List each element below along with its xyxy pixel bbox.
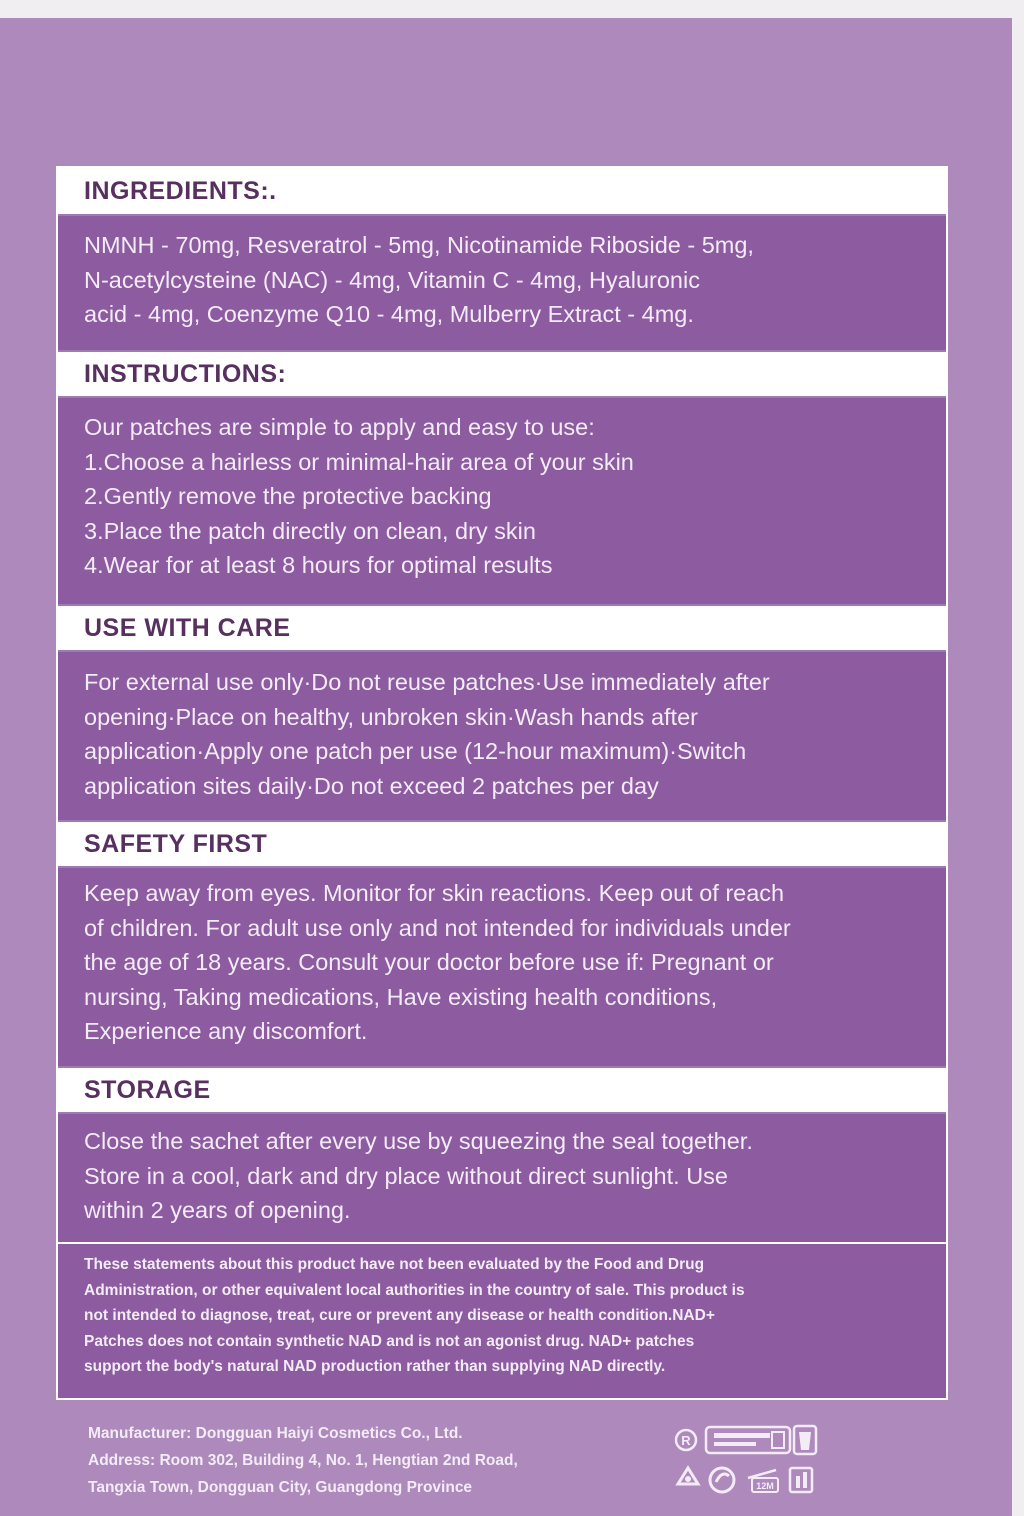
use-with-care-body bbox=[58, 652, 946, 820]
ingredients-line: NMNH - 70mg, Resveratrol - 5mg, Nicotinamide Riboside - 5mg, bbox=[84, 232, 754, 258]
info-box-icon bbox=[790, 1468, 812, 1492]
registered-icon bbox=[676, 1430, 696, 1450]
pao-label: 12M bbox=[756, 1481, 774, 1491]
green-dot-icon bbox=[710, 1468, 734, 1492]
packaging-symbols bbox=[672, 1420, 832, 1500]
disclaimer-line: Administration, or other equivalent local authorities in the country of sale. This product is bbox=[84, 1281, 745, 1299]
storage-line: Store in a cool, dark and dry place without direct sunlight. Use bbox=[84, 1162, 728, 1189]
ingredients-heading: INGREDIENTS:. bbox=[58, 168, 946, 214]
manufacturer-line: Manufacturer: Dongguan Haiyi Cosmetics Co., Ltd. bbox=[88, 1425, 463, 1442]
disclaimer-line: Patches does not contain synthetic NAD and is not an agonist drug. NAD+ patches bbox=[84, 1332, 695, 1350]
storage-body bbox=[58, 1114, 946, 1242]
safety-first-line: of children. For adult use only and not intended for individuals under bbox=[84, 914, 791, 941]
disclaimer-line: support the body's natural NAD production rather than supplying NAD directly. bbox=[84, 1358, 666, 1375]
read-instructions-icon bbox=[706, 1427, 790, 1453]
safety-first-line: Experience any discomfort. bbox=[84, 1018, 368, 1045]
address-line: Tangxia Town, Dongguan City, Guangdong Province bbox=[88, 1479, 473, 1496]
recycle-icon bbox=[678, 1468, 698, 1484]
manufacturer-info bbox=[88, 1420, 518, 1501]
symbols-svg bbox=[672, 1420, 832, 1500]
instructions-line: 2.Gently remove the protective backing bbox=[84, 483, 492, 510]
instructions-heading: INSTRUCTIONS: bbox=[58, 352, 946, 396]
safety-first-body bbox=[58, 868, 946, 1066]
safety-first-heading: SAFETY FIRST bbox=[58, 822, 946, 866]
instructions-line: 1.Choose a hairless or minimal-hair area of your skin bbox=[84, 448, 634, 475]
instructions-body bbox=[58, 398, 946, 604]
disclaimer-line: These statements about this product have not been evaluated by the Food and Drug bbox=[84, 1256, 705, 1273]
safety-first-line: nursing, Taking medications, Have existing health conditions, bbox=[84, 983, 718, 1010]
use-with-care-line: opening·Place on healthy, unbroken skin·Wash hands after bbox=[84, 703, 698, 730]
instructions-line: 3.Place the patch directly on clean, dry skin bbox=[84, 517, 536, 544]
use-with-care-heading: USE WITH CARE bbox=[58, 606, 946, 650]
info-card bbox=[56, 166, 948, 1400]
bin-icon bbox=[794, 1426, 816, 1454]
instructions-line: Our patches are simple to apply and easy to use: bbox=[84, 414, 595, 440]
use-with-care-line: application sites daily·Do not exceed 2 patches per day bbox=[84, 772, 659, 799]
ingredients-line: acid - 4mg, Coenzyme Q10 - 4mg, Mulberry Extract - 4mg. bbox=[84, 301, 694, 328]
storage-heading: STORAGE bbox=[58, 1068, 946, 1112]
use-with-care-line: application·Apply one patch per use (12-hour maximum)·Switch bbox=[84, 738, 747, 765]
ingredients-body bbox=[58, 216, 946, 350]
disclaimer-line: not intended to diagnose, treat, cure or prevent any disease or health condition.NAD+ bbox=[84, 1307, 715, 1324]
safety-first-line: the age of 18 years. Consult your doctor before use if: Pregnant or bbox=[84, 949, 774, 976]
period-after-opening-icon bbox=[748, 1470, 778, 1492]
address-line: Address: Room 302, Building 4, No. 1, Hengtian 2nd Road, bbox=[88, 1452, 518, 1469]
instructions-line: 4.Wear for at least 8 hours for optimal results bbox=[84, 552, 553, 579]
storage-line: Close the sachet after every use by squeezing the seal together. bbox=[84, 1128, 753, 1154]
ingredients-line: N-acetylcysteine (NAC) - 4mg, Vitamin C - 4mg, Hyaluronic bbox=[84, 266, 700, 293]
svg-text:R: R bbox=[681, 1433, 691, 1448]
disclaimer bbox=[58, 1244, 946, 1398]
use-with-care-line: For external use only·Do not reuse patches·Use immediately after bbox=[84, 669, 770, 695]
safety-first-line: Keep away from eyes. Monitor for skin reactions. Keep out of reach bbox=[84, 880, 785, 906]
storage-line: within 2 years of opening. bbox=[84, 1197, 351, 1224]
label-panel bbox=[0, 18, 1012, 1516]
